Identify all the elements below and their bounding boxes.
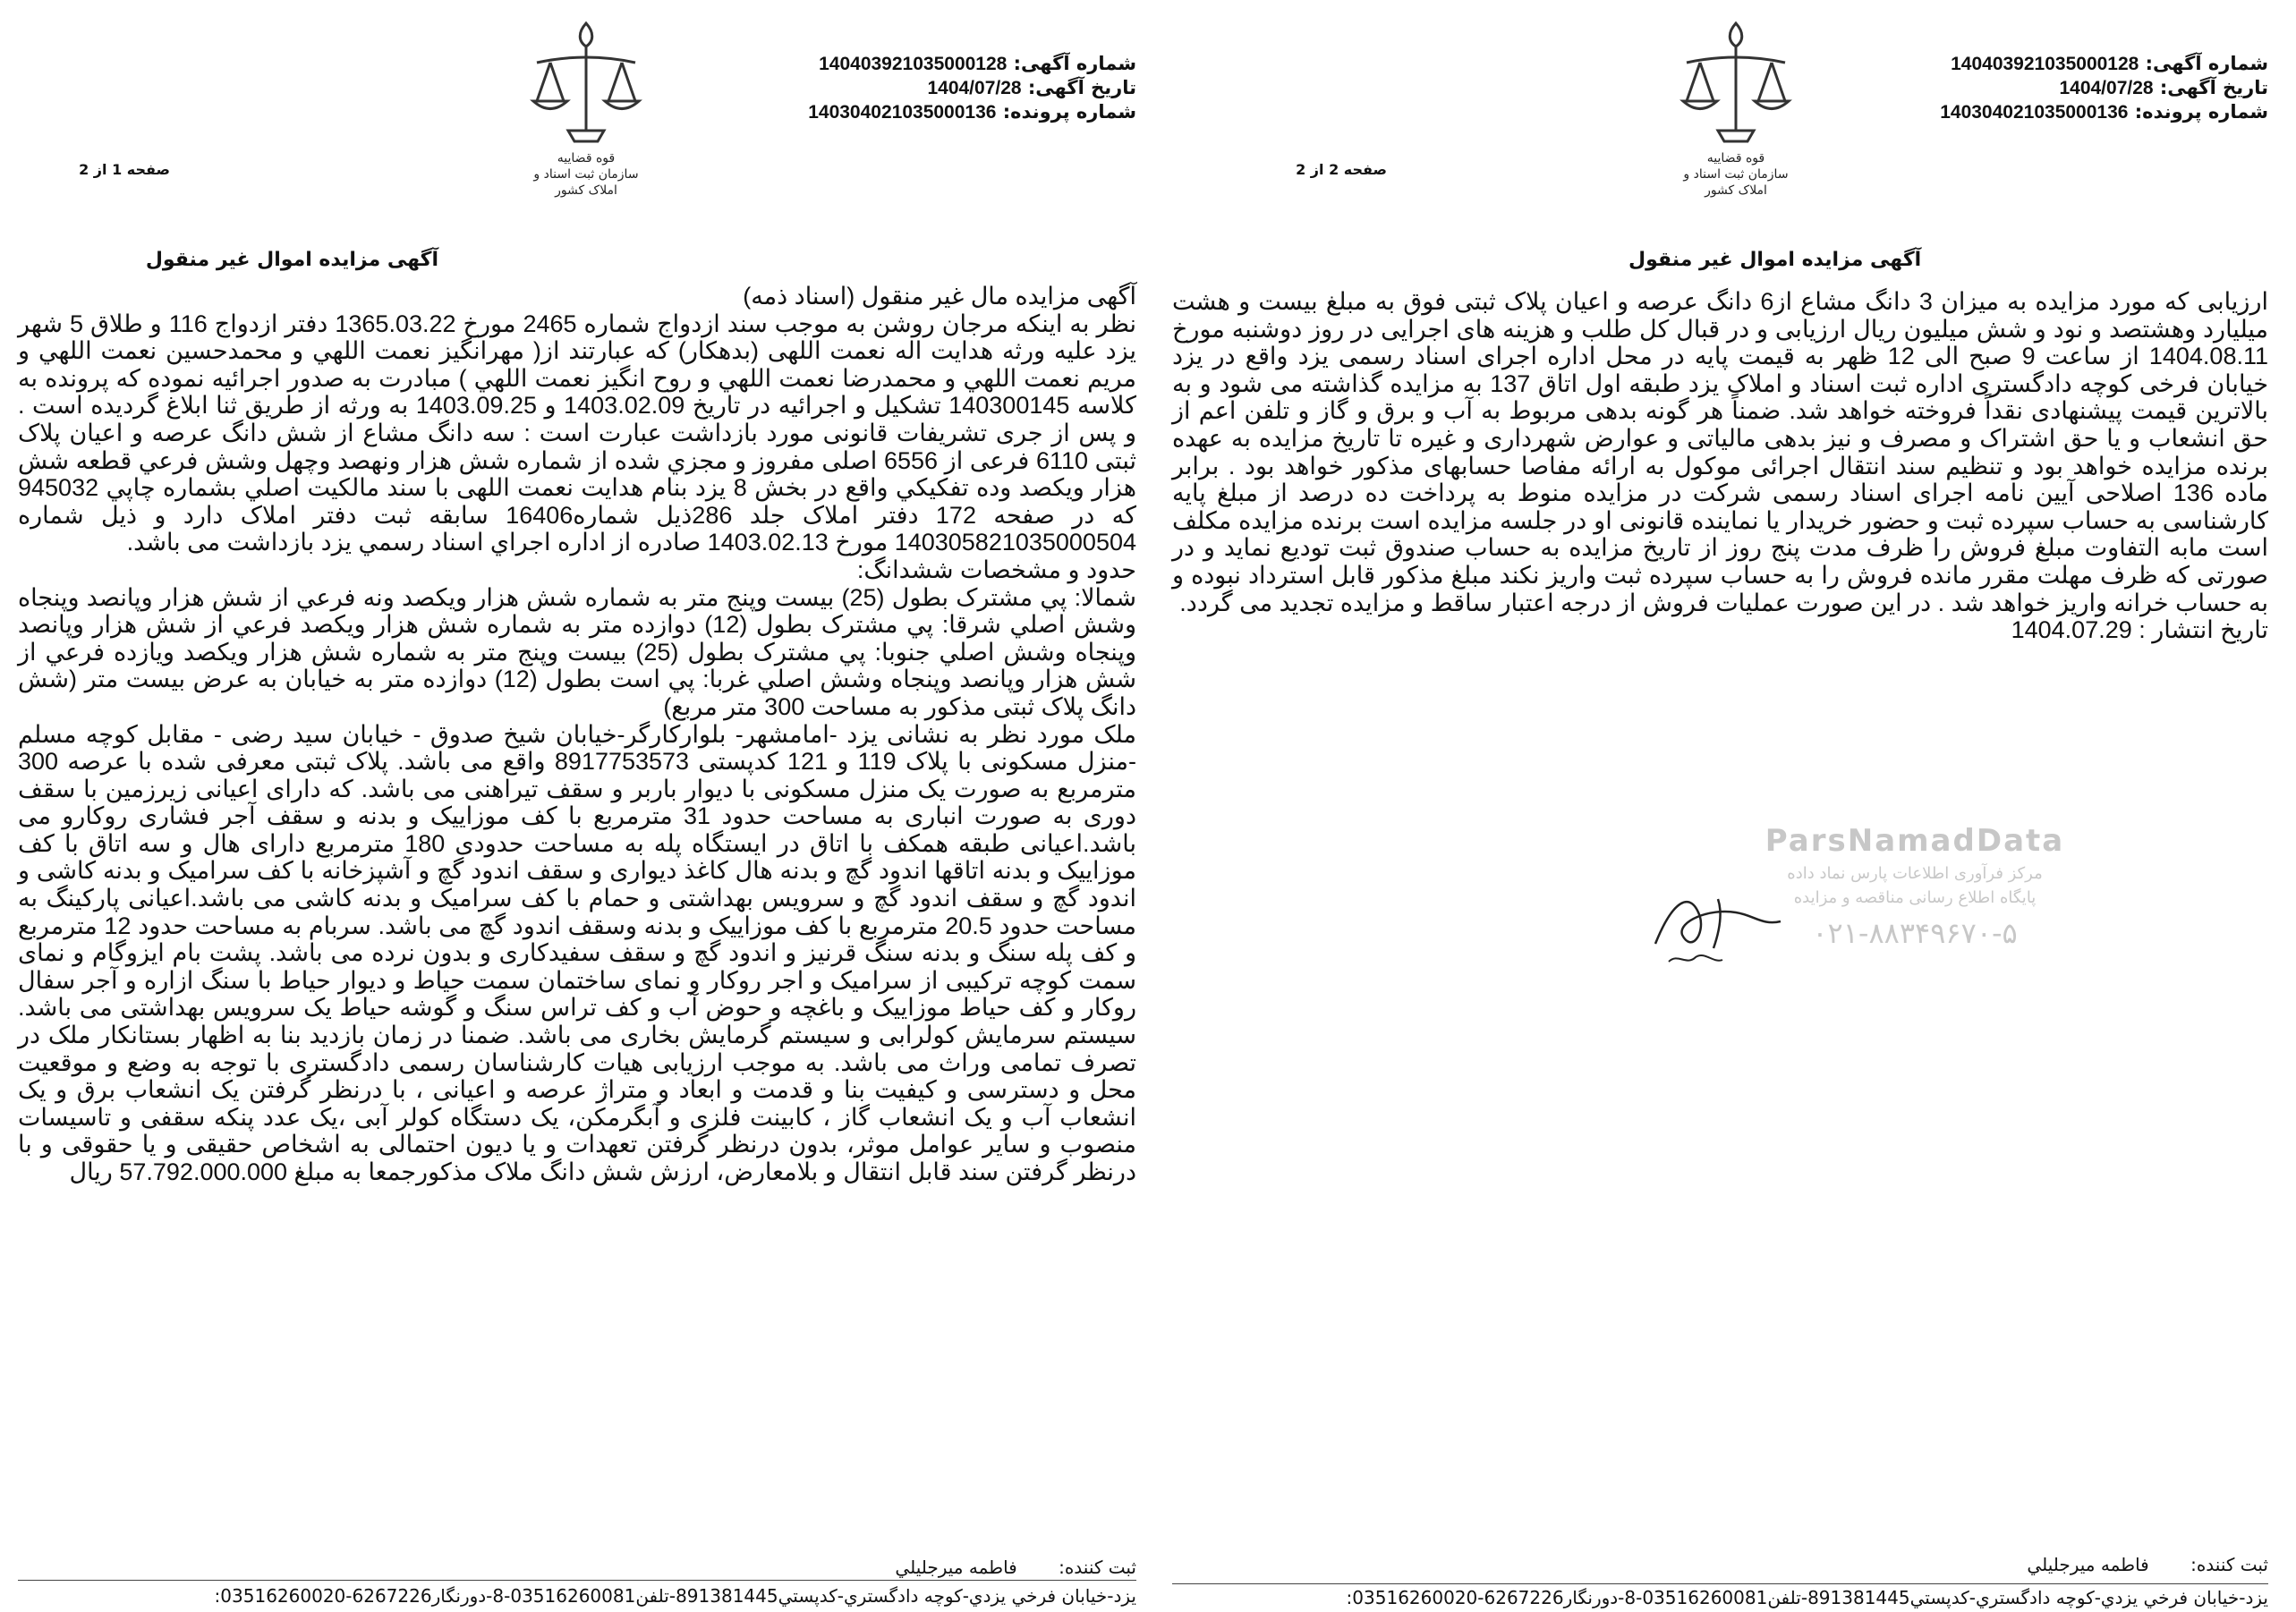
org-line-2: سازمان ثبت اسناد و املاک کشور bbox=[533, 167, 639, 198]
notice-page-1 bbox=[18, 0, 1136, 1612]
recorder bbox=[2027, 1554, 2268, 1575]
case-number-label: شماره پرونده: bbox=[2134, 101, 2268, 123]
ad-number-label: شماره آگهی: bbox=[1013, 53, 1136, 74]
ad-number: 140403921035000128 bbox=[819, 54, 1008, 74]
org-name bbox=[1669, 150, 1803, 199]
recorder-name: فاطمه میرجلیلي bbox=[2027, 1554, 2149, 1575]
footer-divider bbox=[18, 1580, 1136, 1581]
recorder-label: ثبت کننده: bbox=[2190, 1554, 2268, 1575]
notice-meta bbox=[1940, 52, 2268, 124]
ad-number-row bbox=[808, 52, 1136, 76]
page-number: صفحه 1 از 2 bbox=[79, 161, 170, 178]
ad-number-label: شماره آگهی: bbox=[2145, 53, 2268, 74]
notice-title: آگهی مزایده اموال غیر منقول bbox=[1628, 249, 1922, 271]
scales-of-justice-icon bbox=[1669, 16, 1803, 150]
recorder-name: فاطمه میرجلیلي bbox=[895, 1557, 1017, 1578]
org-line-1: قوه قضاییه bbox=[1706, 151, 1765, 165]
publish-date: تاریخ انتشار : 1404.07.29 bbox=[2011, 616, 2268, 644]
case-number-row bbox=[808, 100, 1136, 124]
org-line-2: سازمان ثبت اسناد و املاک کشور bbox=[1683, 167, 1789, 198]
notice-title: آگهی مزایده اموال غیر منقول bbox=[145, 249, 438, 271]
footer-address: یزد-خیابان فرخي یزدي-کوچه دادگستري-کدپستي891381445-تلفن03516260081-8-دورنگار6267226-03516260020: bbox=[1346, 1587, 2268, 1608]
notice-meta bbox=[808, 52, 1136, 124]
watermark-brand: ParsNamadData bbox=[1765, 823, 2065, 859]
case-number: 140304021035000136 bbox=[1940, 102, 2129, 123]
case-number-row bbox=[1940, 100, 2268, 124]
watermark-line-2: پایگاه اطلاع رسانی مناقصه و مزایده bbox=[1793, 888, 2037, 907]
body-paragraph: ملک مورد نظر به نشانی یزد -امامشهر- بلوارکارگر-خیابان شیخ صدوق - خیابان سید رضی - مقابل کوچه مسلم -منزل مسکونی با پلاک 119 و 121 کدپستی 8917753573 واقع می باشد. پلاک ثبتی معرفی شده با عرصه 300 مترمربع به صورت یک منزل مسکونی با دیوار باربر و سقف تیراهنی می باشد. که دارای اعیانی زیرزمین با سقف دوری به صورت انباری به مساحت حدود 31 مترمربع با کف موزاییک و بدنه و سقف آجر فشاری روکارو می باشد.اعیانی طبقه همکف با اتاق در ایستگاه پله به مساحت حدودی 180 مترمربع دارای هال و سه اتاق با کف موزاییک و بدنه اتاقها اندود گچ و بدنه هال کاغذ دیواری و سقف اندود گچ و آشپزخانه با کف سرامیک و بدنه کاشی و اندود گچ و سقف اندود گچ و سرویس بهداشتی و حمام با کف سرامیک و بدنه کاشی می باشد.اعیانی پارکینگ به مساحت حدود 20.5 مترمربع با کف موزاییک و بدنه وسقف اندود گچ می باشد. سربام به مساحت حدود 12 مترمربع و کف پله سنگ و بدنه سنگ قرنیز و اندود گچ و سقف سفیدکاری و بدون نرده می باشد. پشت بام ایزوگام و نمای سمت کوچه ترکیبی از سرامیک و اجر روکار و نمای ساختمان سمت حیاط و دیوار حیاط با سنگ ازاره و آجر سفال روکار و کف حیاط موزاییک و باغچه و حوض آب و کف تراس سنگ و گوشه حیاط یک سرویس بهداشتی می باشد. سیستم سرمایش کولرابی و سیستم گرمایش بخاری می باشد. ضمنا در زمان بازدید بنا به اظهار بستانکار ملک در تصرف تمامی وراث می باشد. به موجب ارزیابی هیات کارشناسان رسمی دادگستری با توجه به وضع و موقعیت محل و دسترسی و کیفیت بنا و قدمت و ابعاد و متراژ عرصه و اعیانی ، با درنظر گرفتن یک انشعاب برق و یک انشعاب آب و یک انشعاب گاز ، کابینت فلزی و آبگرمکن، یک دستگاه کولر آبی ،یک عدد پنکه سقفی و تاسیسات منصوب و سایر عوامل موثر، بدون درنظر گرفتن تعهدات و یا دیون احتمالی به اشخاص حقیقی و یا حقوقی و با درنظر گرفتن سند قابل انتقال و بلامعارض، ارزش شش دانگ ملاک مذکورجمعا به مبلغ 57.792.000.000 ریال bbox=[18, 720, 1137, 1185]
page-number: صفحه 2 از 2 bbox=[1296, 161, 1387, 178]
case-number-label: شماره پرونده: bbox=[1002, 101, 1136, 123]
ad-date-row bbox=[1940, 76, 2268, 100]
judiciary-logo bbox=[1669, 16, 1803, 213]
recorder-label: ثبت کننده: bbox=[1059, 1557, 1136, 1578]
ad-number-row bbox=[1940, 52, 2268, 76]
ad-date-row bbox=[808, 76, 1136, 100]
footer-address: یزد-خیابان فرخي یزدي-کوچه دادگستري-کدپستي891381445-تلفن03516260081-8-دورنگار6267226-03516260020: bbox=[214, 1585, 1136, 1607]
case-number: 140304021035000136 bbox=[808, 102, 997, 123]
notice-body bbox=[18, 283, 1136, 1186]
body-paragraph: حدود و مشخصات ششدانگ: bbox=[856, 556, 1136, 583]
watermark-line-1: مرکز فرآوری اطلاعات پارس نماد داده bbox=[1787, 864, 2043, 883]
signature-icon bbox=[1637, 881, 1790, 980]
body-paragraph: نظر به اینکه مرجان روشن به موجب سند ازدواج شماره 2465 مورخ 1365.03.22 دفتر ازدواج 116 و طلاق 5 شهر یزد علیه ورثه هدایت اله نعمت اللهی (بدهکار) که عبارتند از( مهرانگیز نعمت اللهي و محمدحسين نعمت اللهي و مريم نعمت اللهي و محمدرضا نعمت اللهي و روح انگيز نعمت اللهي ) مبادرت به صدور اجرائیه نموده که پرونده به کلاسه 140300145 تشکیل و اجرائیه در تاریخ 1403.02.09 و 1403.09.25 به ورثه از طریق ثنا ابلاغ گردیده است . و پس از جری تشریفات قانونی مورد بازداشت عبارت است : سه دانگ مشاع از شش دانگ عرصه و اعیان پلاک ثبتی 6110 فرعی از 6556 اصلی مفروز و مجزي شده از شماره شش هزار ونهصد وچهل وشش فرعي قطعه شش هزار ویکصد وده تفکیکي واقع در بخش 8 یزد بنام هدایت نعمت اللهی با سند مالکيت اصلي بشماره چاپي 945032 که در صفحه 172 دفتر املاک جلد 286ذیل شماره16406 سابقه ثبت دفتر املاک دارد و ذیل شماره 140305821035000504 مورخ 1403.02.13 صادره از اداره اجراي اسناد رسمي یزد بازداشت می باشد. bbox=[18, 310, 1137, 556]
ad-date-label: تاریخ آگهی: bbox=[2159, 77, 2268, 98]
footer-divider bbox=[1172, 1583, 2268, 1584]
notice-page-2 bbox=[1172, 0, 2268, 1612]
recorder bbox=[895, 1557, 1136, 1578]
judiciary-logo bbox=[519, 16, 653, 213]
ad-date: 1404/07/28 bbox=[2059, 78, 2154, 98]
ad-date-label: تاریخ آگهی: bbox=[1027, 77, 1136, 98]
scales-of-justice-icon bbox=[519, 16, 653, 150]
ad-number: 140403921035000128 bbox=[1951, 54, 2139, 74]
body-paragraph: آگهی مزایده مال غیر منقول (اسناد ذمه) bbox=[743, 283, 1136, 310]
body-paragraph: ارزیابی که مورد مزایده به میزان 3 دانگ مشاع از6 دانگ عرصه و اعیان پلاک ثبتی فوق به مبلغ بیست و هشت میلیارد وهشتصد و نود و شش میلیون ریال ارزیابی و در قبال کل طلب و هزینه های اجرایی در روز دوشنبه مورخ 1404.08.11 از ساعت 9 صبح الی 12 ظهر به قیمت پایه در محل اداره اجرای اسناد رسمی یزد واقع در یزد خیابان فرخی کوچه دادگستری اداره ثبت اسناد و املاک یزد طبقه اول اتاق 137 به مزایده گذاشته می شود و به بالاترین قیمت پیشنهادی نقداً فروخته خواهد شد. ضمناً هر گونه بدهی مربوط به آب و برق و گاز و تلفن اعم از حق انشعاب و یا حق اشتراک و مصرف و نیز بدهی مالیاتی و عوارض شهرداری و غیره تا تاریخ مزایده به عهده برنده مزایده خواهد بود و تنظیم سند انتقال اجرائی موکول به ارائه مفاصا حسابهای مذکور خواهد بود . برابر ماده 136 اصلاحی آیین نامه اجرای اسناد رسمی شرکت در مزایده منوط به پرداخت ده درصد از مبلغ پایه کارشناسی به حساب سپرده ثبت و حضور خریدار یا نماینده قانونی او در جلسه مزایده است برنده مزایده مکلف است مابه التفاوت مبلغ فروش را ظرف مدت پنج روز از تاریخ مزایده به حساب صندوق ثبت تودیع نماید و در صورتی که ظرف مهلت مقرر مانده فروش را به حساب سپرده ثبت واریز نکند مبلغ مذکور قابل استرداد نبوده و به حساب خرانه واریز خواهد شد . در این صورت عملیات فروش از درجه اعتبار ساقط و مزایده تجدید می گردد. bbox=[1172, 288, 2269, 616]
notice-body bbox=[1172, 288, 2268, 644]
org-name bbox=[519, 150, 653, 199]
watermark-phone: ۰۲۱-۸۸۳۴۹۶۷۰-۵ bbox=[1812, 916, 2018, 950]
ad-date: 1404/07/28 bbox=[927, 78, 1022, 98]
org-line-1: قوه قضاییه bbox=[557, 151, 616, 165]
body-paragraph: شمالا: پي مشترک بطول (25) بیست وپنج متر به شماره شش هزار ویکصد ونه فرعي از شش هزار وپانصد وپنجاه وشش اصلي شرقا: پي مشترک بطول (12) دوازده متر به شماره شش هزار ویکصد فرعي از شش هزار وپانصد وپنجاه وشش اصلي جنوبا: پي مشترک بطول (25) بیست وپنج متر به شماره شش هزار ویکصد ویازده فرعي از شش هزار وپانصد وپنجاه وشش اصلي غربا: پي است بطول (12) دوازده متر به خیابان به عرض بیست متر (شش دانگ پلاک ثبتی مذکور به مساحت 300 متر مربع) bbox=[18, 583, 1136, 720]
